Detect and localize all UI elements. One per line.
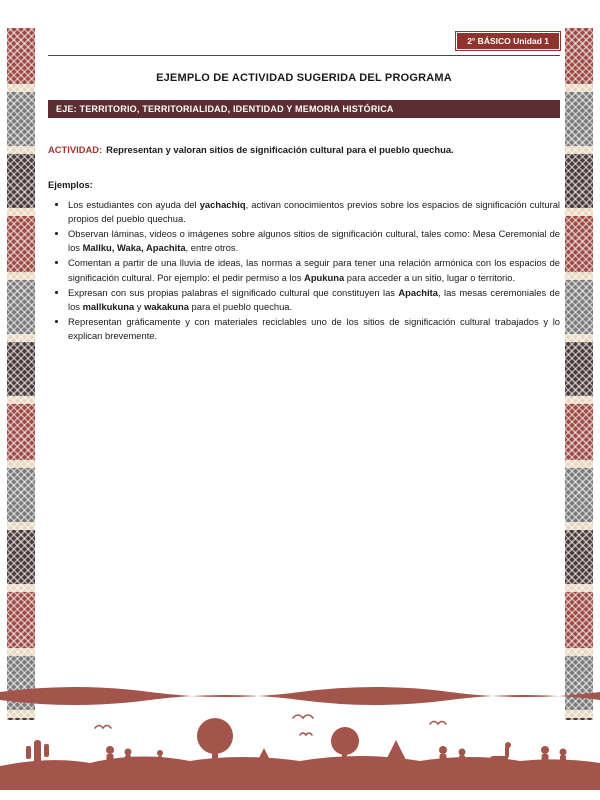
activity-label: ACTIVIDAD:: [48, 144, 103, 155]
examples-heading: Ejemplos:: [48, 179, 93, 190]
example-item: • Representan gráficamente y con materiales reciclables uno de los sitios de significación cultural trabajados y lo explican brevemente.: [68, 315, 560, 343]
example-item: • Los estudiantes con ayuda del yachachiq, activan conocimientos previos sobre los espacios de significación cultural propios del pueblo quechua.: [68, 198, 560, 226]
page-title: EJEMPLO DE ACTIVIDAD SUGERIDA DEL PROGRAMA: [156, 72, 452, 84]
top-divider: [48, 55, 560, 56]
eje-banner: EJE: TERRITORIO, TERRITORIALIDAD, IDENTIDAD Y MEMORIA HISTÓRICA: [48, 100, 560, 118]
bird-silhouettes: [95, 715, 446, 735]
unit-badge: 2° BÁSICO Unidad 1: [456, 32, 560, 50]
example-item: • Observan láminas, videos o imágenes sobre algunos sitios de significación cultural, tales como: Mesa Ceremonial de los Mallku, Waka, Apachita, entre otros.: [68, 227, 560, 255]
example-item: • Comentan a partir de una lluvia de ideas, las normas a seguir para tener una relación armónica con los espacios de significación cultural. Por ejemplo: el pedir permiso a los Apukuna para acceder a un sitio, lugar o territorio.: [68, 256, 560, 284]
left-textile-border: [7, 28, 35, 720]
footer-landscape-graphic: [0, 680, 600, 790]
example-item: • Expresan con sus propias palabras el significado cultural que constituyen las Apachita, las mesas ceremoniales de los mallkukuna y wakakuna para el pueblo quechua.: [68, 286, 560, 314]
footer-illustration: [0, 680, 600, 790]
activity-text: Representan y valoran sitios de significación cultural para el pueblo quechua.: [106, 144, 454, 155]
right-textile-border: [565, 28, 593, 720]
page-content: [48, 30, 560, 344]
examples-list: [48, 198, 560, 343]
activity-line: [48, 144, 560, 155]
